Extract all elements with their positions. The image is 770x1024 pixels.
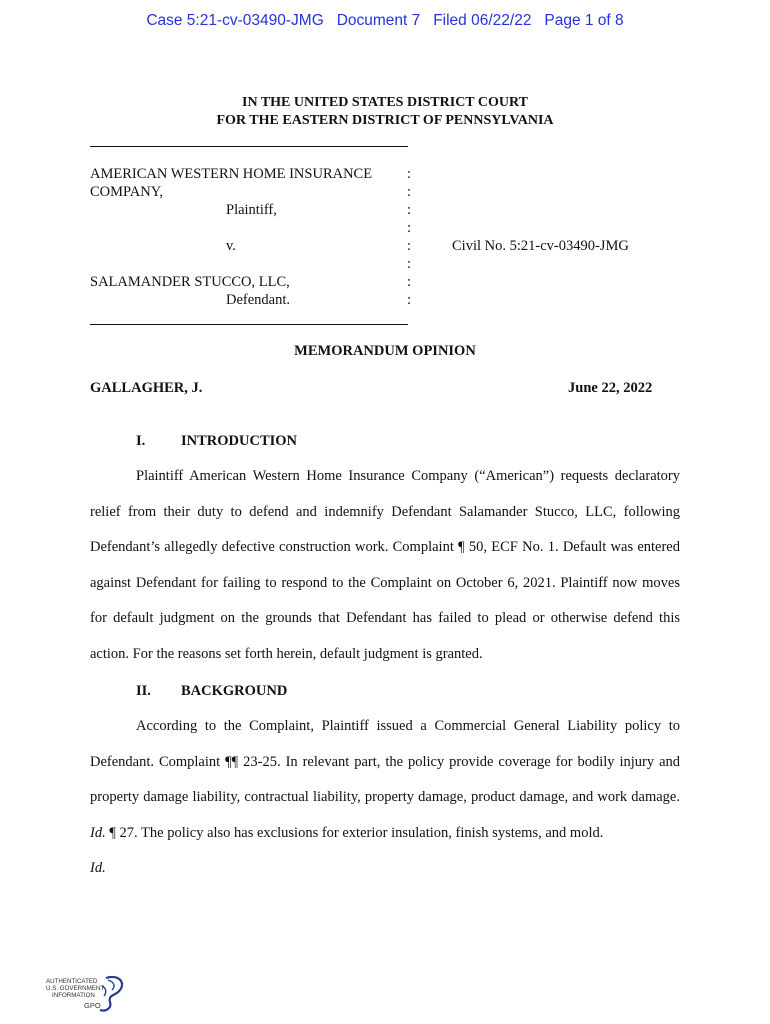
caption-colon: :: [407, 274, 412, 290]
court-title-line1: IN THE UNITED STATES DISTRICT COURT: [242, 95, 528, 110]
background-text: According to the Complaint, Plaintiff issued a Commercial General Liability policy to Defendant. Complaint ¶¶ 23-25. In relevant part, the policy provide coverage for bodily injury and property damage liability, contractual liability, property damage, product damage, and work damage.: [90, 718, 680, 806]
plaintiff-name-line2: COMPANY,: [90, 184, 163, 200]
court-title: [0, 94, 770, 130]
defendant-role: Defendant.: [226, 292, 291, 308]
caption-colon: :: [407, 292, 412, 308]
background-text: ¶ 27. The policy also has exclusions for exterior insulation, finish systems, and mold.: [109, 824, 604, 841]
opinion-title: MEMORANDUM OPINION: [294, 343, 476, 359]
introduction-paragraph: [90, 459, 680, 673]
caption-colon: :: [407, 256, 412, 272]
seal-text: AUTHENTICATED: [46, 978, 98, 985]
introduction-text: Plaintiff American Western Home Insurance Company (“American”) requests declaratory relief from their duty to defend and indemnify Defendant Salamander Stucco, LLC, following Defendant’s allegedly defective construction work. Complaint ¶ 50, ECF No. 1. Default was entered against Defendant for failing to respond to the Complaint on October 6, 2021. Plaintiff now moves for default judgment on the grounds that Defendant has failed to plead or otherwise defend this action. For the reasons set forth herein, default judgment is granted.: [90, 468, 680, 662]
caption-colon: :: [407, 184, 412, 200]
caption-top-rule: [90, 146, 408, 147]
civil-number: Civil No. 5:21-cv-03490-JMG: [452, 238, 629, 254]
caption-colon: :: [407, 202, 412, 218]
filed-date: Filed 06/22/22: [433, 12, 532, 29]
caption-bottom-rule: [90, 324, 408, 325]
plaintiff-role: Plaintiff,: [226, 202, 277, 218]
caption-colon: :: [407, 238, 412, 254]
gpo-authentication-seal: [44, 972, 128, 1016]
id-citation: Id.: [90, 860, 106, 877]
opinion-date: June 22, 2022: [568, 380, 653, 396]
background-paragraph: [90, 709, 680, 887]
section-title: INTRODUCTION: [181, 433, 298, 449]
seal-text: GPO: [84, 1001, 101, 1010]
versus-label: v.: [226, 238, 236, 254]
plaintiff-name-line1: AMERICAN WESTERN HOME INSURANCE: [90, 166, 373, 182]
case-number: Case 5:21-cv-03490-JMG: [146, 12, 324, 29]
caption-colon: :: [407, 220, 412, 236]
judge-name: GALLAGHER, J.: [90, 380, 203, 396]
seal-text: INFORMATION: [52, 992, 95, 999]
seal-text: U.S. GOVERNMENT: [46, 985, 105, 992]
section-number: I.: [136, 433, 146, 449]
defendant-name: SALAMANDER STUCCO, LLC,: [90, 274, 290, 290]
section-title: BACKGROUND: [181, 683, 288, 699]
document-number: Document 7: [336, 12, 421, 29]
court-title-line2: FOR THE EASTERN DISTRICT OF PENNSYLVANIA: [216, 113, 554, 128]
section-number: II.: [136, 683, 151, 699]
case-header-stamp: [0, 12, 770, 30]
id-citation: Id.: [90, 824, 106, 841]
caption-colon: :: [407, 166, 412, 182]
page-indicator: Page 1 of 8: [544, 12, 624, 29]
